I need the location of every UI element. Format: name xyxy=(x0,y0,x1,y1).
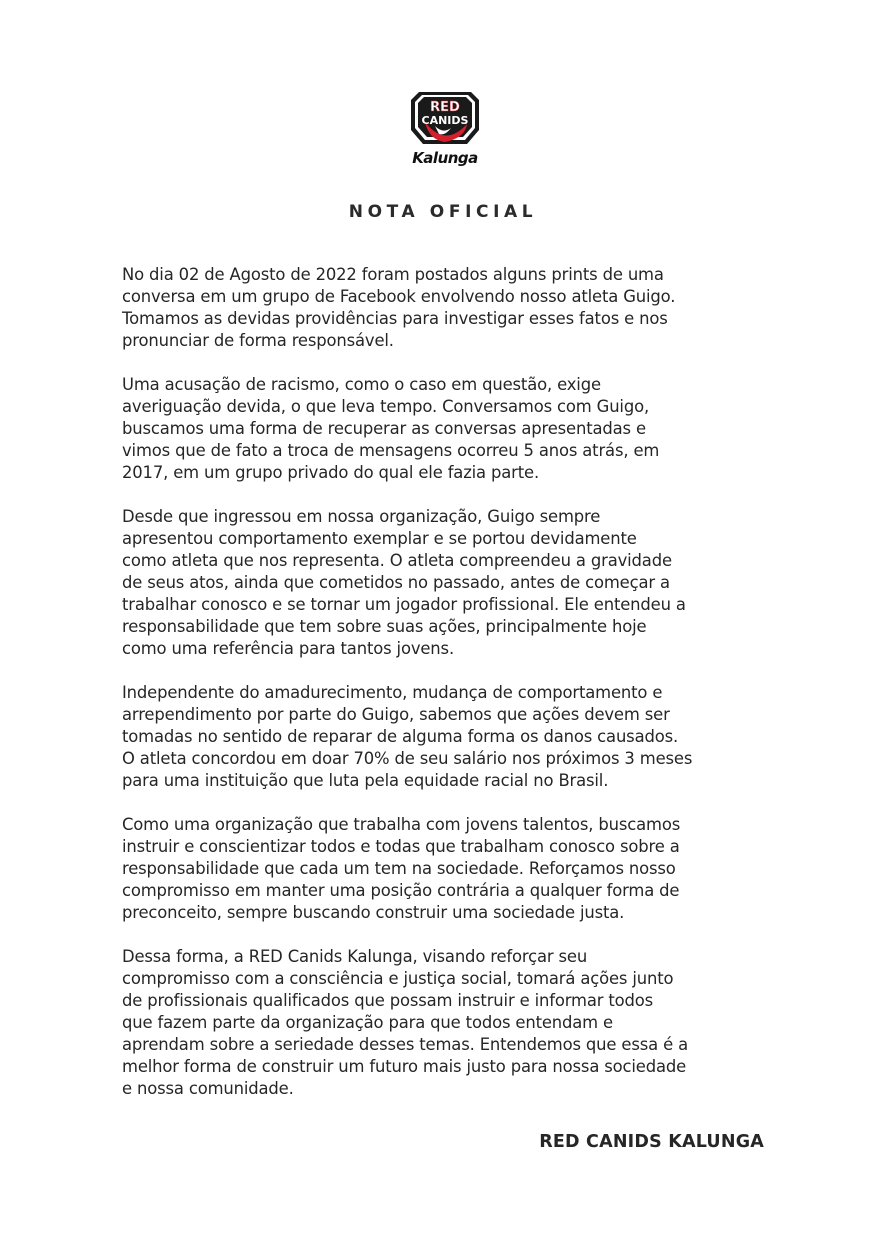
paragraph-line: tomadas no sentido de reparar de alguma forma os danos causados. xyxy=(122,727,679,746)
paragraph-line: responsabilidade que tem sobre suas ações, principalmente hoje xyxy=(122,617,647,636)
paragraph-line: compromisso com a consciência e justiça social, tomará ações junto xyxy=(122,969,674,988)
paragraph-line: Uma acusação de racismo, como o caso em questão, exige xyxy=(122,375,601,394)
paragraph-line: compromisso em manter uma posição contrária a qualquer forma de xyxy=(122,881,680,900)
paragraph-line: e nossa comunidade. xyxy=(122,1079,294,1098)
paragraph-line: averiguação devida, o que leva tempo. Conversamos com Guigo, xyxy=(122,397,650,416)
paragraph-line: apresentou comportamento exemplar e se portou devidamente xyxy=(122,529,637,548)
statement-body xyxy=(122,264,772,1122)
paragraph-line: Desde que ingressou em nossa organização, Guigo sempre xyxy=(122,507,601,526)
paragraph-line: 2017, em um grupo privado do qual ele fazia parte. xyxy=(122,463,540,482)
paragraph-line: para uma instituição que luta pela equidade racial no Brasil. xyxy=(122,771,609,790)
logo-canids-text: CANIDS xyxy=(421,114,469,127)
paragraph-line: Tomamos as devidas providências para investigar esses fatos e nos xyxy=(122,309,668,328)
paragraph-line: buscamos uma forma de recuperar as conversas apresentadas e xyxy=(122,419,646,438)
paragraph-line: que fazem parte da organização para que todos entendam e xyxy=(122,1013,613,1032)
paragraph-line: como atleta que nos representa. O atleta compreendeu a gravidade xyxy=(122,551,672,570)
paragraph xyxy=(122,374,772,484)
paragraph-line: trabalhar conosco e se tornar um jogador profissional. Ele entendeu a xyxy=(122,595,686,614)
paragraph-line: pronunciar de forma responsável. xyxy=(122,331,394,350)
paragraph-line: de seus atos, ainda que cometidos no passado, antes de começar a xyxy=(122,573,670,592)
paragraph xyxy=(122,814,772,924)
paragraph-line: aprendam sobre a seriedade desses temas. Entendemos que essa é a xyxy=(122,1035,688,1054)
logo-graphic xyxy=(405,86,485,170)
logo-kalunga-text: Kalunga xyxy=(412,149,478,167)
paragraph-line: de profissionais qualificados que possam instruir e informar todos xyxy=(122,991,654,1010)
paragraph-line: conversa em um grupo de Facebook envolvendo nosso atleta Guigo. xyxy=(122,287,676,306)
paragraph-line: Independente do amadurecimento, mudança de comportamento e xyxy=(122,683,663,702)
paragraph-line: melhor forma de construir um futuro mais justo para nossa sociedade xyxy=(122,1057,687,1076)
paragraph xyxy=(122,682,772,792)
logo-red-text: RED xyxy=(430,100,460,115)
page-title: NOTA OFICIAL xyxy=(348,202,538,222)
paragraph-line: responsabilidade que cada um tem na sociedade. Reforçamos nosso xyxy=(122,859,676,878)
paragraph-line: instruir e conscientizar todos e todas que trabalham conosco sobre a xyxy=(122,837,680,856)
paragraph-line: preconceito, sempre buscando construir uma sociedade justa. xyxy=(122,903,625,922)
signature: RED CANIDS KALUNGA xyxy=(539,1132,764,1152)
paragraph xyxy=(122,506,772,660)
paragraph-line: vimos que de fato a troca de mensagens ocorreu 5 anos atrás, em xyxy=(122,441,660,460)
paragraph xyxy=(122,946,772,1100)
paragraph-line: como uma referência para tantos jovens. xyxy=(122,639,454,658)
paragraph-line: Como uma organização que trabalha com jovens talentos, buscamos xyxy=(122,815,681,834)
paragraph-line: Dessa forma, a RED Canids Kalunga, visando reforçar seu xyxy=(122,947,588,966)
paragraph xyxy=(122,264,772,352)
red-canids-kalunga-logo xyxy=(405,86,485,170)
paragraph-line: arrependimento por parte do Guigo, sabemos que ações devem ser xyxy=(122,705,670,724)
paragraph-line: O atleta concordou em doar 70% de seu salário nos próximos 3 meses xyxy=(122,749,693,768)
paragraph-line: No dia 02 de Agosto de 2022 foram postados alguns prints de uma xyxy=(122,265,664,284)
